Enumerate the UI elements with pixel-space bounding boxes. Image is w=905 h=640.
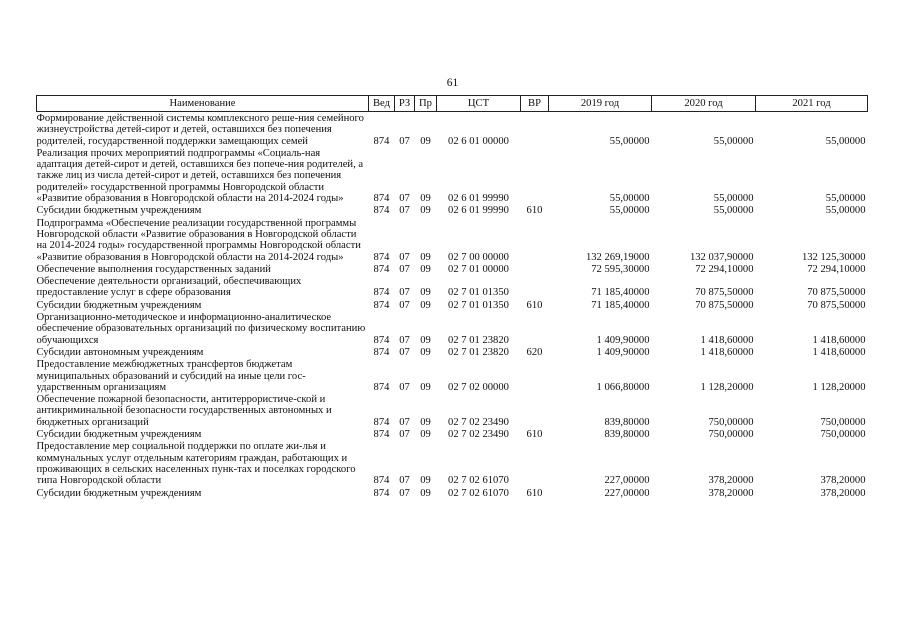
pr-cell: 09 (420, 193, 431, 205)
table-row (37, 440, 868, 486)
pr-cell: 09 (420, 135, 431, 147)
cst-cell: 02 7 01 23820 (448, 346, 509, 358)
table-header-row (37, 96, 868, 112)
value-2021-cell: 132 125,30000 (801, 251, 866, 263)
value-2021-cell: 378,20000 (820, 475, 866, 487)
vr-cell: 620 (526, 346, 543, 358)
name-cell: Организационно-методическое и информационно-аналитическое обеспечение образовательных организаций по физическому воспитанию обучающихся (36, 312, 366, 346)
pr-cell: 09 (420, 416, 431, 428)
value-2020-cell: 70 875,50000 (695, 287, 754, 299)
value-2021-cell: 1 418,60000 (812, 346, 866, 358)
value-2021-cell: 1 128,20000 (812, 381, 866, 393)
value-2020-cell: 55,00000 (713, 135, 754, 147)
table-body (37, 112, 868, 499)
pr-cell: 09 (420, 334, 431, 346)
pr-cell: 09 (420, 299, 431, 311)
name-cell: Обеспечение выполнения государственных заданий (36, 263, 271, 275)
rz-cell: 07 (399, 135, 410, 147)
header-cst: ЦСТ (437, 96, 521, 112)
name-cell: Субсидии бюджетным учреждениям (36, 299, 202, 311)
cst-cell: 02 7 01 01350 (448, 299, 509, 311)
table-row (37, 275, 868, 299)
cst-cell: 02 7 02 61070 (448, 487, 509, 499)
value-2019-cell: 839,80000 (604, 429, 650, 441)
header-2019: 2019 год (549, 96, 652, 112)
table-row (37, 217, 868, 263)
ved-cell: 874 (373, 416, 390, 428)
name-cell: Субсидии автономным учреждениям (36, 346, 204, 358)
table-row (37, 263, 868, 275)
value-2020-cell: 1 418,60000 (700, 334, 754, 346)
value-2020-cell: 70 875,50000 (695, 299, 754, 311)
ved-cell: 874 (373, 487, 390, 499)
rz-cell: 07 (399, 193, 410, 205)
name-cell: Предоставление мер социальной поддержки по оплате жи-лья и коммунальных услуг отдельным категориям граждан, работающих и проживающих в сельских населенных пунк-тах и поселках городского типа Новгородской области (36, 441, 356, 487)
ved-cell: 874 (373, 135, 390, 147)
value-2019-cell: 839,80000 (604, 416, 650, 428)
cst-cell: 02 6 01 00000 (448, 135, 509, 147)
cst-cell: 02 7 00 00000 (448, 251, 509, 263)
value-2019-cell: 71 185,40000 (591, 299, 650, 311)
pr-cell: 09 (420, 251, 431, 263)
cst-cell: 02 7 02 23490 (448, 429, 509, 441)
value-2021-cell: 750,00000 (820, 429, 866, 441)
header-rz: РЗ (395, 96, 415, 112)
rz-cell: 07 (399, 299, 410, 311)
header-ved: Вед (369, 96, 395, 112)
name-cell: Субсидии бюджетным учреждениям (36, 429, 202, 441)
vr-cell: 610 (526, 487, 543, 499)
vr-cell (521, 358, 549, 393)
rz-cell: 07 (399, 487, 410, 499)
vr-cell (521, 440, 549, 486)
ved-cell: 874 (373, 193, 390, 205)
value-2019-cell: 1 409,90000 (596, 334, 650, 346)
value-2020-cell: 378,20000 (708, 487, 754, 499)
header-vr: ВР (521, 96, 549, 112)
header-pr: Пр (415, 96, 437, 112)
value-2021-cell: 55,00000 (825, 193, 866, 205)
cst-cell: 02 7 01 23820 (448, 334, 509, 346)
vr-cell: 610 (526, 205, 543, 217)
value-2021-cell: 72 294,10000 (807, 263, 866, 275)
table-row (37, 112, 868, 147)
page-number: 61 (446, 77, 459, 89)
name-cell: Субсидии бюджетным учреждениям (36, 205, 202, 217)
ved-cell: 874 (373, 251, 390, 263)
table-row (37, 346, 868, 358)
header-name: Наименование (37, 96, 369, 112)
pr-cell: 09 (420, 381, 431, 393)
value-2019-cell: 132 269,19000 (585, 251, 650, 263)
name-cell: Подпрограмма «Обеспечение реализации государственной программы Новгородской области «Развитие образования в Новгородской области на 2014-2024 годы» государственной программы Новгородской области «Развитие образования в Новгородской области на 2014-2024 годы» (36, 217, 361, 263)
vr-cell (521, 393, 549, 428)
value-2021-cell: 750,00000 (820, 416, 866, 428)
pr-cell: 09 (420, 205, 431, 217)
vr-cell (521, 112, 549, 147)
name-cell: Обеспечение деятельности организаций, обеспечивающих предоставление услуг в сфере образования (36, 276, 302, 299)
value-2019-cell: 227,00000 (604, 487, 650, 499)
value-2019-cell: 72 595,30000 (591, 263, 650, 275)
value-2019-cell: 55,00000 (609, 205, 650, 217)
value-2020-cell: 378,20000 (708, 475, 754, 487)
name-cell: Обеспечение пожарной безопасности, антитеррористиче-ской и антикриминальной безопасности государственных автономных и бюджетных организаций (36, 394, 332, 428)
value-2019-cell: 55,00000 (609, 135, 650, 147)
value-2021-cell: 378,20000 (820, 487, 866, 499)
name-cell: Реализация прочих мероприятий подпрограммы «Социаль-ная адаптация детей-сирот и детей, оставшихся без попече-ния родителей, а также лиц из числа детей-сирот и детей, оставшихся без попечения родителей» государственной программы Новгородской области «Развитие образования в Новгородской области на 2014-2024 годы» (36, 147, 364, 205)
table-row (37, 487, 868, 499)
table-row (37, 311, 868, 346)
cst-cell: 02 6 01 99990 (448, 205, 509, 217)
rz-cell: 07 (399, 381, 410, 393)
value-2020-cell: 1 128,20000 (700, 381, 754, 393)
vr-cell (521, 275, 549, 299)
vr-cell (521, 263, 549, 275)
ved-cell: 874 (373, 334, 390, 346)
cst-cell: 02 7 01 01350 (448, 287, 509, 299)
table-row (37, 358, 868, 393)
value-2020-cell: 55,00000 (713, 205, 754, 217)
pr-cell: 09 (420, 287, 431, 299)
rz-cell: 07 (399, 346, 410, 358)
rz-cell: 07 (399, 429, 410, 441)
table-row (37, 204, 868, 216)
name-cell: Предоставление межбюджетных трансфертов бюджетам муниципальных образований и субсидий на иные цели гос-ударственным организациям (36, 359, 306, 393)
rz-cell: 07 (399, 263, 410, 275)
value-2019-cell: 71 185,40000 (591, 287, 650, 299)
cst-cell: 02 6 01 99990 (448, 193, 509, 205)
pr-cell: 09 (420, 487, 431, 499)
pr-cell: 09 (420, 346, 431, 358)
budget-table (36, 95, 868, 499)
value-2021-cell: 55,00000 (825, 135, 866, 147)
table-row (37, 393, 868, 428)
cst-cell: 02 7 01 00000 (448, 263, 509, 275)
name-cell: Формирование действенной системы комплексного реше-ния семейного жизнеустройства детей-сирот и детей, оставшихся без попечения родителей, государственной поддержки замещающих семей (36, 113, 364, 147)
rz-cell: 07 (399, 287, 410, 299)
rz-cell: 07 (399, 205, 410, 217)
pr-cell: 09 (420, 263, 431, 275)
cst-cell: 02 7 02 00000 (448, 381, 509, 393)
value-2021-cell: 70 875,50000 (807, 299, 866, 311)
ved-cell: 874 (373, 263, 390, 275)
table-row (37, 147, 868, 204)
value-2021-cell: 70 875,50000 (807, 287, 866, 299)
name-cell: Субсидии бюджетным учреждениям (36, 487, 202, 499)
rz-cell: 07 (399, 475, 410, 487)
value-2020-cell: 55,00000 (713, 193, 754, 205)
ved-cell: 874 (373, 429, 390, 441)
value-2019-cell: 1 409,90000 (596, 346, 650, 358)
value-2020-cell: 750,00000 (708, 416, 754, 428)
pr-cell: 09 (420, 429, 431, 441)
value-2021-cell: 1 418,60000 (812, 334, 866, 346)
vr-cell: 610 (526, 299, 543, 311)
header-2021: 2021 год (756, 96, 868, 112)
table-row (37, 428, 868, 440)
cst-cell: 02 7 02 61070 (448, 475, 509, 487)
value-2020-cell: 72 294,10000 (695, 263, 754, 275)
value-2020-cell: 132 037,90000 (689, 251, 754, 263)
ved-cell: 874 (373, 287, 390, 299)
ved-cell: 874 (373, 475, 390, 487)
pr-cell: 09 (420, 475, 431, 487)
value-2020-cell: 750,00000 (708, 429, 754, 441)
rz-cell: 07 (399, 416, 410, 428)
ved-cell: 874 (373, 205, 390, 217)
value-2021-cell: 55,00000 (825, 205, 866, 217)
rz-cell: 07 (399, 251, 410, 263)
ved-cell: 874 (373, 381, 390, 393)
ved-cell: 874 (373, 346, 390, 358)
value-2019-cell: 227,00000 (604, 475, 650, 487)
table-row (37, 299, 868, 311)
vr-cell: 610 (526, 429, 543, 441)
cst-cell: 02 7 02 23490 (448, 416, 509, 428)
value-2019-cell: 55,00000 (609, 193, 650, 205)
vr-cell (521, 217, 549, 263)
vr-cell (521, 147, 549, 204)
value-2020-cell: 1 418,60000 (700, 346, 754, 358)
header-2020: 2020 год (652, 96, 756, 112)
value-2019-cell: 1 066,80000 (596, 381, 650, 393)
ved-cell: 874 (373, 299, 390, 311)
rz-cell: 07 (399, 334, 410, 346)
vr-cell (521, 311, 549, 346)
